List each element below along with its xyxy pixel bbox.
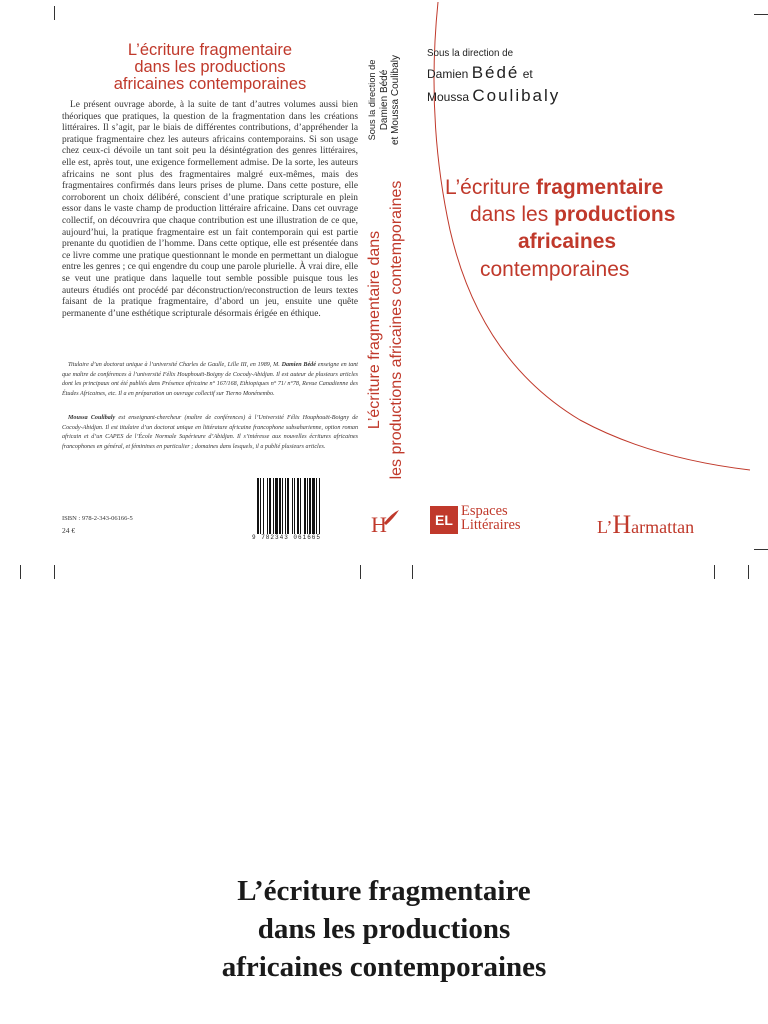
title1-light: L’écriture — [445, 176, 537, 199]
isbn: ISBN : 978-2-343-06166-5 — [62, 515, 133, 522]
back-title-line: dans les productions — [134, 58, 286, 76]
back-summary: Le présent ouvrage aborde, à la suite de tant d’autres volumes aussi bien théoriques que pratiques, la question de la fragmentation dans les créations littéraires. Il s’agit, par le biais de différentes contributions, d’appréhender la pratique fragmentaire chez les auteurs africains contemporains. Si son usage chez ceux-ci dévoile un tant soit peu la désintégration des genres littéraires, elle est, après tout, une exigence formellement admise. De la sorte, les auteurs africains ne sont plus des fragmentaires malgré eux-mêmes, mais des fragmentaires confirmés dans leurs prises de plume. Dans cette posture, elle corroborent un choix délibéré, conscient d’une pratique scripturale en plein essor dans le vaste champ de production littéraire africaine. Dans cet ouvrage collectif, on découvrira que chaque contribution est une illustration de ce que, aujourd’hui, la pratique fragmentaire est un fait contemporain qui est partie prenante du quotidien de l’homme. Dans cette optique, elle est présentée dans ce livre comme une pratique questionnant le monde en permettant un dialogue entre les genres ; ce qui engendre du coup une parole plurielle. À vrai dire, elle se veut une pratique dans laquelle tout semble possible puisque tous les auteurs étudiés ont procédé par déconstruction/reconstruction de leurs textes faisant de la pratique fragmentaire, d’abord un jeu, ensuite une quête permanente d’une esthétique scripturale désormais érigée en éthique. — [62, 100, 358, 319]
spine-title-line: les productions africaines contemporaines — [388, 180, 405, 480]
publisher-cap: H — [612, 510, 632, 539]
spine-author-1: Damien Bédé — [378, 69, 390, 131]
page-title-line: L’écriture fragmentaire — [237, 875, 531, 907]
spine-logo-letter: H — [371, 512, 387, 535]
collection-mark: EL — [430, 506, 458, 534]
crop-mark — [754, 549, 768, 550]
back-title-line: L’écriture fragmentaire — [127, 41, 293, 59]
crop-mark — [20, 565, 21, 579]
spine-author-2: et Moussa Coulibaly — [390, 54, 401, 146]
front-author-1 — [427, 63, 533, 83]
author2-last: Coulibaly — [472, 86, 561, 105]
back-title-line: africaines contemporaines — [113, 75, 307, 93]
author1-first: Damien — [427, 67, 472, 81]
bio1-name: Damien Bédé — [281, 362, 316, 368]
collection-name — [461, 504, 521, 532]
front-title-line-1 — [445, 176, 663, 200]
espaces-litteraires-logo — [430, 504, 550, 536]
bio1-intro: Titulaire d’un doctorat unique à l’université Charles de Gaulle, Lille III, en 1989, M. — [68, 362, 282, 368]
front-title-line-2 — [470, 203, 675, 227]
front-title-line-4 — [480, 258, 629, 282]
spine-direction-label: Sous la direction de — [367, 59, 377, 141]
crop-mark — [54, 565, 55, 579]
barcode-number: 9 782343 061665 — [252, 534, 322, 541]
title2-bold: productions — [554, 203, 676, 226]
harmattan-logo — [597, 510, 694, 540]
author2-first: Moussa — [427, 90, 473, 104]
conjunction: et — [519, 67, 533, 81]
back-cover-title — [60, 42, 360, 93]
bio1-rest: enseigne en tant que maître de conférences à l’université Félix Houphouët-Boigny de Cocody-Abidjan. Il est auteur de plusieurs articles dont les principaux ont été publiés dans Présence africaine n° 167/168, Ethiopiques n° 71/ n°78, Revue Canadienne des Études Africaines, etc. Il a en préparation un ouvrage collectif sur Tierno Monénembo. — [62, 362, 358, 397]
crop-mark — [714, 565, 715, 579]
crop-mark — [748, 565, 749, 579]
publisher-prefix: L’ — [597, 517, 613, 537]
harmattan-spine-logo — [370, 509, 400, 535]
bio2-rest: est enseignant-chercheur (maître de conférences) à l’Université Félix Houphouët-Boigny de Cocody-Abidjan. Il est titulaire d’un doctorat unique en littérature africaine francophone subsaharienne, option roman africain et d’un CAPES de l’École Normale Supérieure d’Abidjan. Il s’intéresse aux nouvelles écritures africaines francophones en général, et féminines en particulier ; domaines dans lesquels, il a publié plusieurs articles. — [62, 415, 358, 450]
bio2-name: Moussa Coulibaly — [68, 415, 116, 421]
price: 24 € — [62, 526, 76, 535]
crop-mark — [54, 6, 55, 20]
publisher-rest: armattan — [631, 517, 695, 537]
barcode — [255, 478, 347, 534]
front-direction-label: Sous la direction de — [427, 48, 514, 59]
collection-line-2: Littéraires — [461, 517, 521, 533]
bio-damien-bede — [62, 361, 358, 399]
author1-last: Bédé — [471, 63, 520, 82]
crop-mark — [412, 565, 413, 579]
collection-line-1: Espaces — [461, 503, 508, 519]
crop-mark — [360, 565, 361, 579]
bio-moussa-coulibaly — [62, 414, 358, 452]
page-title — [0, 872, 768, 986]
title2-light: dans les — [470, 203, 555, 226]
title3-bold: africaines — [518, 230, 617, 253]
title1-bold: fragmentaire — [536, 176, 664, 199]
front-author-2 — [427, 86, 560, 106]
spine-title-line: L’écriture fragmentaire dans — [366, 230, 383, 430]
title4-light: contemporaines — [480, 258, 630, 281]
page-title-line: africaines contemporaines — [221, 951, 547, 983]
front-title-line-3 — [518, 230, 616, 254]
page-title-line: dans les productions — [257, 913, 511, 945]
